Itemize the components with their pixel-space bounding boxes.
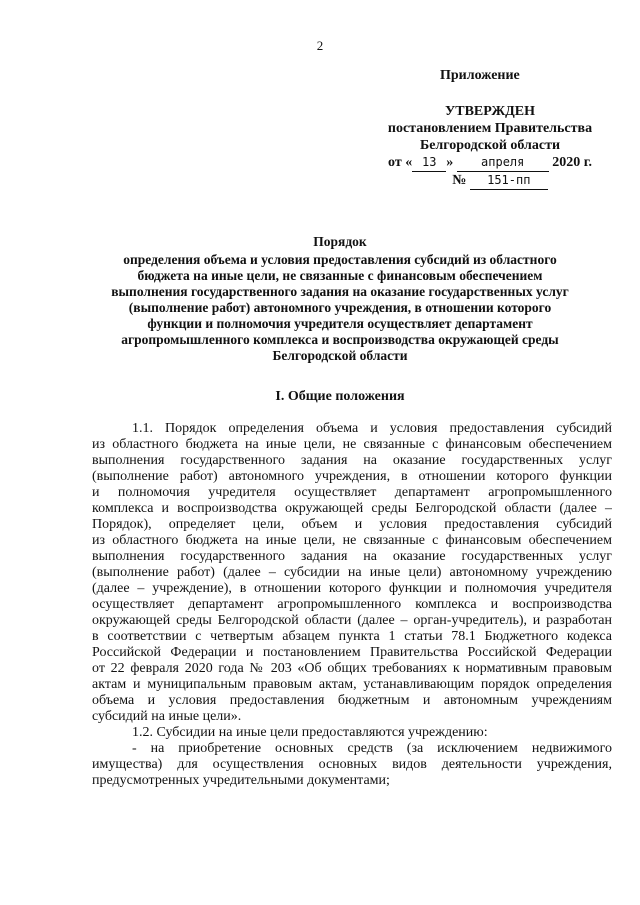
appendix-label: Приложение <box>440 68 520 83</box>
body-line: Порядок), определяет цели, объем и условия предоставления субсидий <box>92 517 612 532</box>
body-line: осуществляет департамент агропромышленного комплекса и воспроизводства <box>92 597 612 612</box>
body-line: из областного бюджета на иные цели, не связанные с финансовым обеспечением <box>92 437 612 452</box>
body-line: окружающей среды Белгородской области (далее – орган-учредитель), и разработан <box>92 613 612 628</box>
approval-date <box>300 154 640 172</box>
document-title <box>60 234 620 364</box>
body-line: субсидий на иные цели». <box>92 709 242 724</box>
date-year: 2020 г. <box>552 155 592 170</box>
body-line: в соответствии с четвертым абзацем пункта 1 статьи 78.1 Бюджетного кодекса <box>92 629 612 644</box>
body-line: актам и муниципальным правовым актам, устанавливающим порядок определения <box>92 677 612 692</box>
title-line: выполнения государственного задания на оказание государственных услуг <box>111 284 569 299</box>
body-line: предусмотренных учредительными документами; <box>92 773 390 788</box>
section-title: I. Общие положения <box>275 389 405 404</box>
body-line: - на приобретение основных средств (за исключением недвижимого <box>132 741 612 756</box>
title-heading: Порядок <box>313 234 367 249</box>
page-number: 2 <box>316 38 324 53</box>
body-line: 1.1. Порядок определения объема и условия предоставления субсидий <box>132 421 612 436</box>
title-line: Белгородской области <box>272 348 408 363</box>
body-line: имущества) для осуществления основных видов деятельности учреждения, <box>92 757 612 772</box>
body-line: от 22 февраля 2020 года № 203 «Об общих требованиях к нормативным правовым <box>92 661 612 676</box>
date-mid: » <box>446 155 454 170</box>
date-prefix: от « <box>388 155 413 170</box>
number-prefix: № <box>452 173 467 188</box>
body-line: из областного бюджета на иные цели, не связанные с финансовым обеспечением <box>92 533 612 548</box>
title-line: определения объема и условия предоставления субсидий из областного <box>123 252 557 267</box>
title-line: бюджета на иные цели, не связанные с финансовым обеспечением <box>137 268 543 283</box>
title-line: функции и полномочия учредителя осуществляет департамент <box>147 316 533 331</box>
body-line: (выполнение работ) автономного учреждения, в отношении которого функции <box>92 469 612 484</box>
title-line: агропромышленного комплекса и воспроизводства окружающей среды <box>121 332 559 347</box>
approved-by-decree: постановлением Правительства <box>387 121 593 136</box>
approval-block <box>300 103 640 190</box>
body-line: выполнения государственного задания на оказание государственных услуг <box>92 549 612 564</box>
title-line: (выполнение работ) автономного учреждения, в отношении которого <box>128 300 552 315</box>
date-day: 13 <box>412 154 446 172</box>
decree-number: 151-пп <box>470 172 548 190</box>
document-body <box>92 421 612 789</box>
body-line: объема и условия предоставления бюджетным и автономным учреждениям <box>92 693 612 708</box>
approved-region: Белгородской области <box>419 138 561 153</box>
body-line: выполнения государственного задания на оказание государственных услуг <box>92 453 612 468</box>
approved-heading: УТВЕРЖДЕН <box>444 104 536 119</box>
approval-number <box>300 172 640 190</box>
date-month: апреля <box>457 154 549 172</box>
body-line: (выполнение работ) (далее – субсидии на иные цели) автономному учреждению <box>92 565 612 580</box>
body-line: комплекса и воспроизводства окружающей среды Белгородской области (далее – <box>92 501 612 516</box>
body-line: Российской Федерации и постановлением Правительства Российской Федерации <box>92 645 612 660</box>
body-line: 1.2. Субсидии на иные цели предоставляются учреждению: <box>132 725 488 740</box>
body-line: и полномочия учредителя осуществляет департамент агропромышленного <box>92 485 612 500</box>
body-line: (далее – учреждение), в отношении которого функции и полномочия учредителя <box>92 581 612 596</box>
